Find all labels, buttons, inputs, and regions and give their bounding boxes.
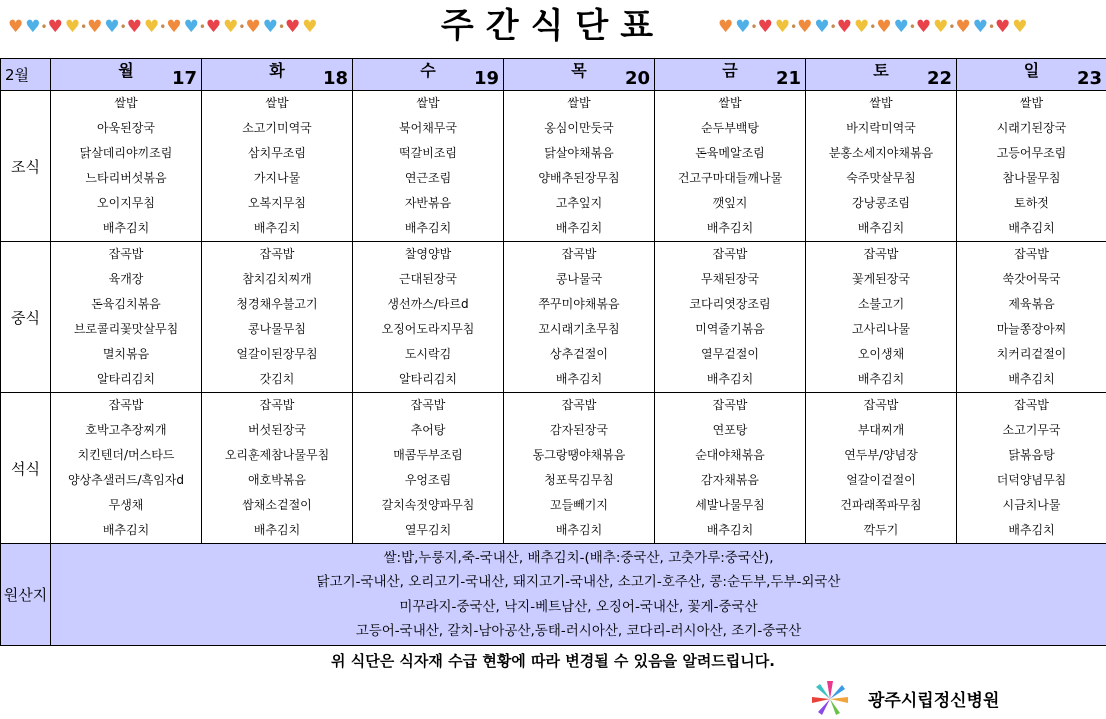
heart-icon: ♥ xyxy=(126,16,142,37)
dish-cell xyxy=(51,242,202,393)
dish-item: 갓김치 xyxy=(259,372,295,386)
dish-item: 잡곡밥 xyxy=(561,398,597,412)
bow-icon: • xyxy=(987,20,996,34)
heart-icon: ♥ xyxy=(87,16,103,37)
heart-icon: ♥ xyxy=(915,16,932,37)
dish-item: 잡곡밥 xyxy=(1014,247,1049,261)
dish-item: 닭살데리야끼조림 xyxy=(79,146,173,160)
dish-cell xyxy=(202,91,353,242)
heart-icon: ♥ xyxy=(104,16,120,37)
dish-cell xyxy=(504,91,655,242)
heart-icon: ♥ xyxy=(836,16,852,37)
dish-item: 참나물무침 xyxy=(1002,171,1061,185)
dish-item: 육개장 xyxy=(108,272,144,286)
heart-icon: ♥ xyxy=(245,16,261,37)
heart-icon: ♥ xyxy=(774,16,791,37)
dish-item: 소불고기 xyxy=(857,297,905,311)
dish-item: 오이생채 xyxy=(857,347,905,361)
dish-item: 꼬들빼기지 xyxy=(550,498,608,512)
dish-item: 배추김치 xyxy=(253,221,301,235)
dish-item: 근대된장국 xyxy=(399,272,457,286)
dish-item: 얼갈이된장무침 xyxy=(236,347,318,361)
dish-item: 시래기된장국 xyxy=(996,121,1067,135)
meal-row-lunch xyxy=(1,242,1106,393)
dish-item: 쭈꾸미야채볶음 xyxy=(538,297,620,311)
star-burst-logo-icon xyxy=(810,679,850,717)
dish-item: 배추김치 xyxy=(555,523,603,537)
dish-cell xyxy=(806,393,957,544)
dish-item: 떡갈비조림 xyxy=(399,146,457,160)
heart-icon: ♥ xyxy=(64,16,81,37)
heart-icon: ♥ xyxy=(223,16,239,37)
dish-item: 배추김치 xyxy=(1008,523,1055,537)
dish-item: 마늘쫑장아찌 xyxy=(996,322,1067,336)
day-date: 19 xyxy=(473,68,499,89)
bow-icon: • xyxy=(829,20,837,34)
dish-item: 꽃게된장국 xyxy=(852,272,910,286)
bow-icon: • xyxy=(159,20,167,34)
dish-item: 오리훈제참나물무침 xyxy=(224,448,330,462)
heart-icon: ♥ xyxy=(995,16,1011,37)
dish-item: 열무김치 xyxy=(404,523,452,537)
dish-item: 배추김치 xyxy=(1008,372,1055,386)
dish-item: 쌀밥 xyxy=(265,96,289,110)
dish-item: 고추잎지 xyxy=(555,196,603,210)
dish-item: 미역줄기볶음 xyxy=(695,322,765,336)
dish-cell xyxy=(353,91,504,242)
dish-item: 순대야채볶음 xyxy=(695,448,765,462)
dish-item: 코다리엿장조림 xyxy=(689,297,771,311)
dish-item: 잡곡밥 xyxy=(410,398,446,412)
bow-icon: • xyxy=(790,20,798,34)
dish-item: 건파래쪽파무침 xyxy=(840,498,922,512)
dish-item: 숙주맛살무침 xyxy=(846,171,916,185)
dish-item: 북어채무국 xyxy=(399,121,457,135)
dish-item: 분홍소세지야채볶음 xyxy=(828,146,934,160)
heart-icon: ♥ xyxy=(8,16,24,37)
dish-item: 청포묵김무침 xyxy=(544,473,614,487)
dish-item: 알타리김치 xyxy=(97,372,155,386)
dish-item: 배추김치 xyxy=(555,221,603,235)
bow-icon: • xyxy=(80,20,88,34)
dish-cell xyxy=(504,242,655,393)
dish-item: 연두부/양념장 xyxy=(844,448,918,462)
dish-item: 소고기미역국 xyxy=(242,121,312,135)
heart-icon: ♥ xyxy=(972,16,988,37)
dish-cell xyxy=(655,393,806,544)
day-name: 월 xyxy=(118,61,134,80)
bow-icon: • xyxy=(40,20,48,34)
dish-item: 쌀밥 xyxy=(718,96,742,110)
origin-row xyxy=(1,544,1106,646)
dish-item: 닭살야채볶음 xyxy=(544,146,614,160)
dish-cell xyxy=(51,393,202,544)
dish-item: 닭볶음탕 xyxy=(1008,448,1055,462)
meal-row-dinner xyxy=(1,393,1106,544)
meal-row-breakfast xyxy=(1,91,1106,242)
dish-item: 잡곡밥 xyxy=(108,398,144,412)
day-name: 토 xyxy=(873,61,889,80)
day-date: 17 xyxy=(171,68,197,89)
heart-icon: ♥ xyxy=(166,16,182,37)
heart-icon: ♥ xyxy=(797,16,813,37)
dish-item: 더덕양념무침 xyxy=(996,473,1067,487)
dish-item: 우엉조림 xyxy=(404,473,452,487)
dish-item: 배추김치 xyxy=(857,221,905,235)
heart-icon: ♥ xyxy=(183,16,199,37)
dish-item: 배추김치 xyxy=(706,372,754,386)
bow-icon: • xyxy=(119,20,127,34)
day-name: 일 xyxy=(1023,61,1040,80)
dish-item: 오복지무침 xyxy=(248,196,306,210)
heart-icon: ♥ xyxy=(205,16,222,37)
dish-item: 토하젓 xyxy=(1014,196,1049,210)
origin-label: 원산지 xyxy=(1,544,51,646)
dish-item: 호박고추장찌개 xyxy=(85,423,167,437)
dish-item: 알타리김치 xyxy=(399,372,457,386)
dish-item: 배추김치 xyxy=(555,372,603,386)
dish-item: 잡곡밥 xyxy=(863,398,899,412)
day-header xyxy=(202,59,353,91)
bow-icon: • xyxy=(750,20,758,34)
menu-change-notice: 위 식단은 식자재 수급 현황에 따라 변경될 수 있음을 알려드립니다. xyxy=(331,652,775,670)
day-header xyxy=(655,59,806,91)
dish-cell xyxy=(655,91,806,242)
day-header xyxy=(504,59,655,91)
heart-icon: ♥ xyxy=(1012,16,1028,37)
dish-item: 오징어도라지무침 xyxy=(381,322,475,336)
heart-icon: ♥ xyxy=(718,16,734,37)
dish-item: 고등어무조림 xyxy=(996,146,1067,160)
origin-line: 미꾸라지-중국산, 낙지-베트남산, 오징어-국내산, 꽃게-중국산 xyxy=(399,598,758,615)
dish-cell xyxy=(202,393,353,544)
heart-icon: ♥ xyxy=(262,16,278,37)
dish-item: 쌈채소겉절이 xyxy=(242,498,312,512)
dish-item: 건고구마대들깨나물 xyxy=(677,171,783,185)
bow-icon: • xyxy=(198,20,206,34)
dish-item: 참치김치찌개 xyxy=(242,272,312,286)
dish-item: 소고기무국 xyxy=(1002,423,1061,437)
dish-item: 동그랑땡야채볶음 xyxy=(532,448,626,462)
dish-item: 배추김치 xyxy=(706,523,754,537)
day-name: 목 xyxy=(571,61,587,80)
dish-item: 시금치나물 xyxy=(1002,498,1061,512)
footer xyxy=(810,678,1090,718)
dish-item: 잡곡밥 xyxy=(259,247,295,261)
dish-item: 잡곡밥 xyxy=(108,247,144,261)
heart-icon: ♥ xyxy=(955,16,971,37)
weekly-menu-table xyxy=(0,58,1106,646)
dish-item: 연근조림 xyxy=(404,171,452,185)
dish-item: 배추김치 xyxy=(1008,221,1055,235)
dish-item: 도시락김 xyxy=(404,347,452,361)
dish-item: 오이지무침 xyxy=(97,196,155,210)
dish-cell xyxy=(353,393,504,544)
dish-cell xyxy=(806,242,957,393)
bow-icon: • xyxy=(238,20,246,34)
dish-item: 애호박볶음 xyxy=(248,473,306,487)
dish-item: 느타리버섯볶음 xyxy=(85,171,167,185)
dish-item: 감자채볶음 xyxy=(701,473,759,487)
month-label: 2월 xyxy=(1,59,51,91)
dish-item: 세발나물무침 xyxy=(695,498,765,512)
day-name: 화 xyxy=(269,61,285,80)
dish-item: 가지나물 xyxy=(253,171,301,185)
bow-icon: • xyxy=(869,20,877,34)
dish-item: 감자된장국 xyxy=(550,423,608,437)
dish-item: 얼갈이겉절이 xyxy=(846,473,916,487)
dish-item: 무생채 xyxy=(108,498,144,512)
heart-icon: ♥ xyxy=(285,16,301,37)
dish-cell xyxy=(655,242,806,393)
dish-cell xyxy=(51,91,202,242)
dish-item: 쌀밥 xyxy=(416,96,440,110)
dish-item: 상추겉절이 xyxy=(550,347,608,361)
heart-icon: ♥ xyxy=(735,16,751,37)
dish-item: 멸치볶음 xyxy=(102,347,150,361)
heart-icon: ♥ xyxy=(757,16,773,37)
dish-item: 잡곡밥 xyxy=(561,247,597,261)
dish-item: 갈치속젓양파무침 xyxy=(381,498,475,512)
dish-item: 잡곡밥 xyxy=(863,247,899,261)
dish-item: 치킨텐더/머스타드 xyxy=(77,448,175,462)
heart-icon: ♥ xyxy=(853,16,870,37)
dish-item: 열무겉절이 xyxy=(701,347,759,361)
heart-icon: ♥ xyxy=(302,16,318,37)
dish-item: 배추김치 xyxy=(253,523,301,537)
header xyxy=(0,0,1106,52)
origin-line: 고등어-국내산, 갈치-남아공산,동태-러시아산, 코다리-러시아산, 조기-중국산 xyxy=(355,623,802,639)
origin-line: 닭고기-국내산, 오리고기-국내산, 돼지고기-국내산, 소고기-호주산, 콩:순두부,두부-외국산 xyxy=(316,574,841,590)
dish-item: 쌀밥 xyxy=(114,96,138,110)
dish-cell xyxy=(957,91,1106,242)
dish-item: 양배추된장무침 xyxy=(538,171,620,185)
day-date: 18 xyxy=(322,68,348,89)
dish-item: 강낭콩조림 xyxy=(852,196,910,210)
day-date: 22 xyxy=(926,68,952,89)
dish-item: 배추김치 xyxy=(857,372,905,386)
heart-icon: ♥ xyxy=(47,16,63,37)
day-header xyxy=(353,59,504,91)
heart-icon: ♥ xyxy=(814,16,830,37)
dish-item: 찰영양밥 xyxy=(404,247,452,261)
heart-icon: ♥ xyxy=(876,16,892,37)
page-title: 주간식단표 xyxy=(440,6,666,46)
dish-item: 바지락미역국 xyxy=(846,121,916,135)
meal-label: 석식 xyxy=(1,393,51,544)
bow-icon: • xyxy=(948,20,956,34)
dish-item: 깍두기 xyxy=(863,523,899,537)
dish-cell xyxy=(353,242,504,393)
origin-line: 쌀:밥,누룽지,죽-국내산, 배추김치-(배추:중국산, 고춧가루:중국산), xyxy=(383,549,774,566)
heart-icon: ♥ xyxy=(25,16,41,37)
dish-item: 콩나물무침 xyxy=(248,322,306,336)
dish-item: 생선까스/타르d xyxy=(387,297,469,311)
dish-item: 잡곡밥 xyxy=(1014,398,1049,412)
day-date: 20 xyxy=(624,68,650,89)
dish-item: 청경채우불고기 xyxy=(236,297,318,311)
dish-item: 옹심이만둣국 xyxy=(544,121,614,135)
dish-item: 버섯된장국 xyxy=(248,423,306,437)
dish-item: 잡곡밥 xyxy=(712,247,748,261)
dish-item: 양상추샐러드/흑임자d xyxy=(68,473,184,487)
meal-label: 중식 xyxy=(1,242,51,393)
dish-item: 쌀밥 xyxy=(869,96,893,110)
dish-item: 돈육메알조림 xyxy=(695,146,765,160)
heart-icon: ♥ xyxy=(143,16,160,37)
dish-item: 치커리겉절이 xyxy=(996,347,1067,361)
dish-item: 삼치무조림 xyxy=(248,146,306,160)
dish-cell xyxy=(504,393,655,544)
dish-cell xyxy=(957,393,1106,544)
dish-item: 연포탕 xyxy=(712,423,748,437)
heart-icon: ♥ xyxy=(893,16,909,37)
dish-item: 쌀밥 xyxy=(1019,96,1044,110)
bow-icon: • xyxy=(277,20,286,34)
day-name: 수 xyxy=(420,61,436,80)
dish-item: 쌀밥 xyxy=(567,96,591,110)
heart-garland-right xyxy=(718,10,1028,44)
dish-item: 배추김치 xyxy=(102,221,150,235)
hospital-name: 광주시립정신병원 xyxy=(868,690,1000,711)
dish-item: 순두부백탕 xyxy=(701,121,759,135)
dish-item: 꼬시래기초무침 xyxy=(538,322,620,336)
day-date: 23 xyxy=(1076,68,1102,89)
dish-item: 배추김치 xyxy=(404,221,452,235)
day-header xyxy=(806,59,957,91)
dish-item: 브로콜리꽃맛살무침 xyxy=(73,322,179,336)
dish-cell xyxy=(806,91,957,242)
dish-item: 아욱된장국 xyxy=(97,121,155,135)
meal-label: 조식 xyxy=(1,91,51,242)
dish-item: 쑥갓어묵국 xyxy=(1002,272,1061,286)
dish-item: 부대찌개 xyxy=(857,423,905,437)
dish-item: 추어탕 xyxy=(410,423,446,437)
dish-item: 배추김치 xyxy=(706,221,754,235)
origin-info xyxy=(51,544,1106,646)
dish-item: 매콤두부조림 xyxy=(393,448,463,462)
dish-cell xyxy=(202,242,353,393)
day-header-row xyxy=(1,59,1106,91)
bow-icon: • xyxy=(908,20,916,34)
dish-item: 제육볶음 xyxy=(1008,297,1055,311)
dish-item: 콩나물국 xyxy=(555,272,603,286)
day-header xyxy=(51,59,202,91)
dish-cell xyxy=(957,242,1106,393)
dish-item: 자반볶음 xyxy=(404,196,452,210)
dish-item: 돈육김치볶음 xyxy=(91,297,161,311)
day-header xyxy=(957,59,1106,91)
heart-icon: ♥ xyxy=(933,16,949,37)
day-name: 금 xyxy=(722,61,738,80)
dish-item: 무채된장국 xyxy=(701,272,759,286)
dish-item: 깻잎지 xyxy=(712,196,748,210)
day-date: 21 xyxy=(775,68,801,89)
dish-item: 고사리나물 xyxy=(852,322,910,336)
dish-item: 잡곡밥 xyxy=(259,398,295,412)
dish-item: 잡곡밥 xyxy=(712,398,748,412)
dish-item: 배추김치 xyxy=(102,523,150,537)
